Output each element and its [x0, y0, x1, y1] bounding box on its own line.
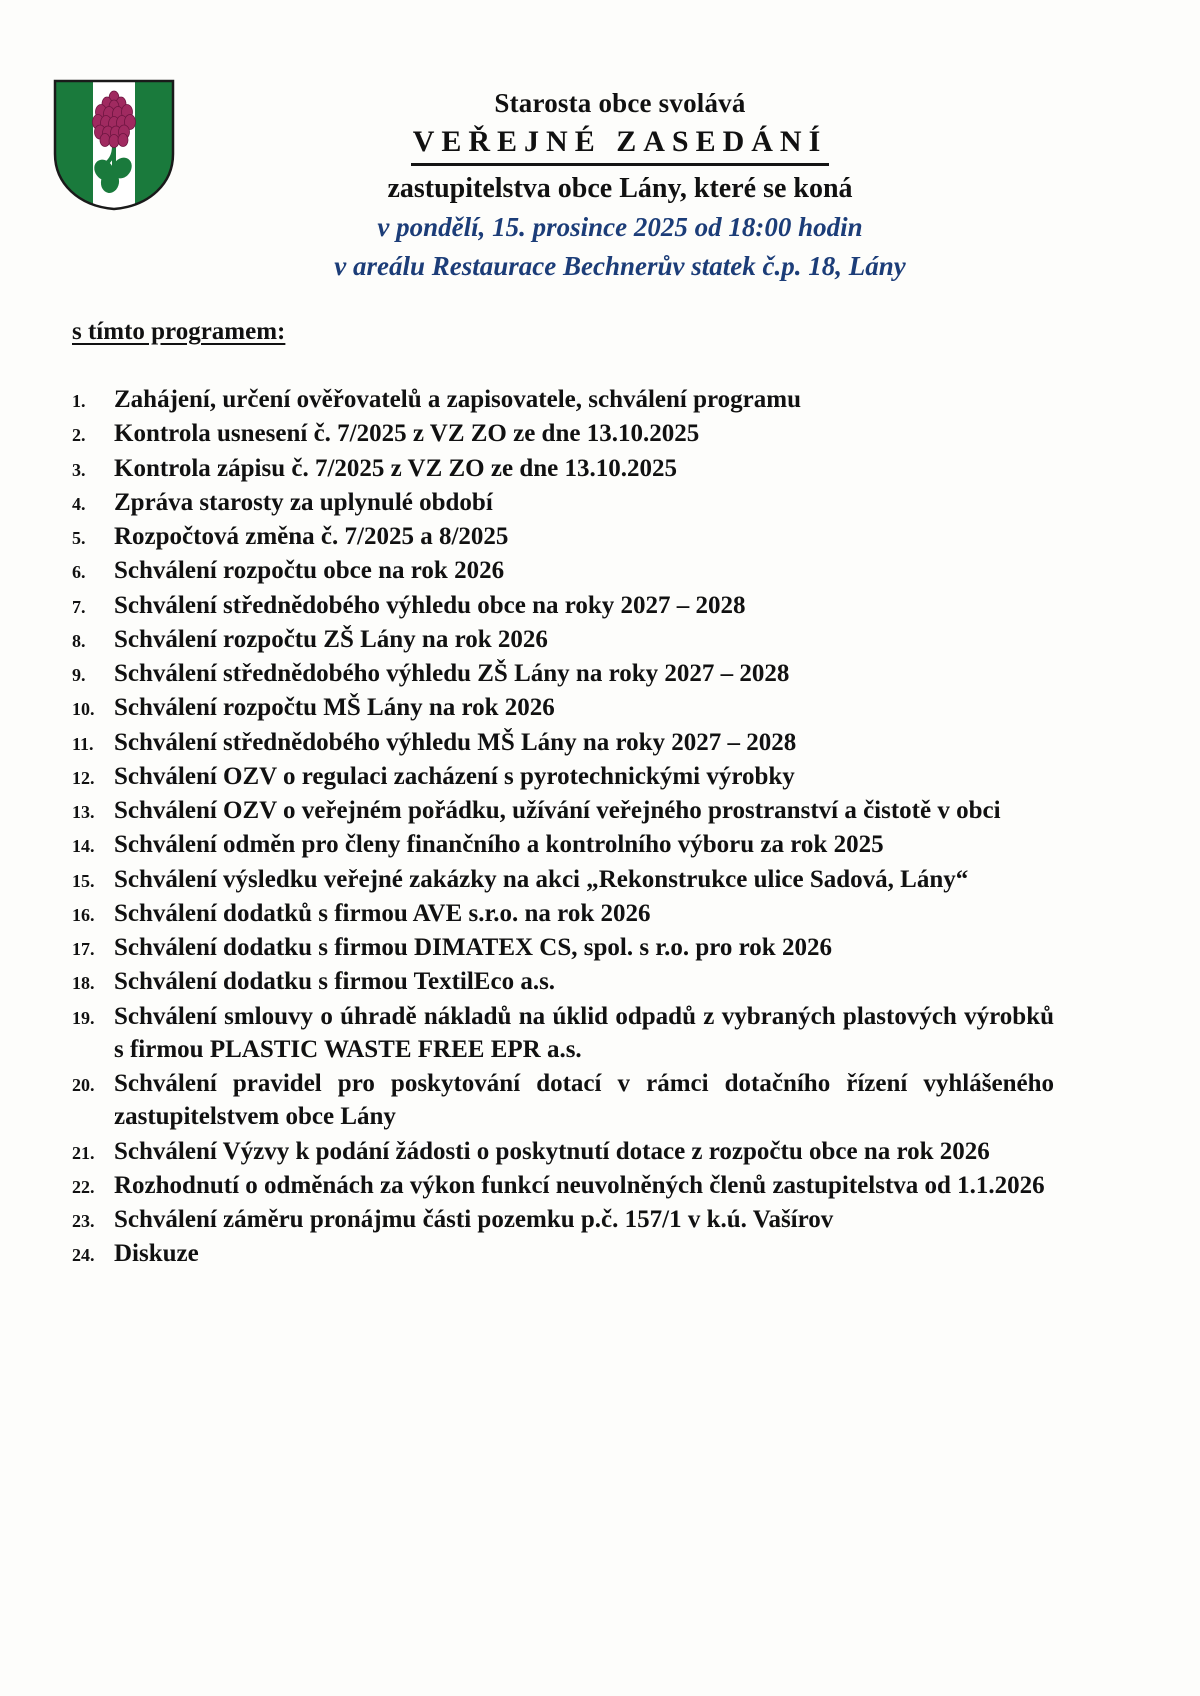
agenda-item-number: 23. [72, 1211, 95, 1231]
agenda-item-text: Schválení dodatku s firmou DIMATEX CS, spol. s r.o. pro rok 2026 [114, 934, 832, 961]
agenda-item-text: Schválení dodatku s firmou TextilEco a.s. [114, 968, 556, 996]
agenda-list [72, 383, 1054, 1272]
agenda-item-text: Schválení OZV o regulaci zacházení s pyrotechnickými výrobky [114, 762, 795, 790]
agenda-item-text: Schválení rozpočtu ZŠ Lány na rok 2026 [114, 625, 548, 653]
agenda-item-number: 13. [72, 802, 95, 822]
agenda-item-text: Kontrola zápisu č. 7/2025 z VZ ZO ze dne 13.10.2025 [114, 454, 677, 482]
agenda-item-number: 15. [72, 870, 95, 891]
agenda-item-text: Schválení výsledku veřejné zakázky na akci „Rekonstrukce ulice Sadová, Lány“ [114, 865, 969, 893]
agenda-item-number: 4. [72, 493, 86, 514]
notice-header [190, 88, 1050, 283]
agenda-item [72, 965, 1054, 998]
agenda-item-text: Kontrola usnesení č. 7/2025 z VZ ZO ze dne 13.10.2025 [114, 420, 700, 448]
agenda-item [72, 897, 1054, 930]
agenda-item-number: 8. [72, 630, 86, 651]
agenda-item-text: Rozhodnutí o odměnách za výkon funkcí neuvolněných členů zastupitelstva od 1.1.2026 [114, 1171, 1045, 1199]
agenda-item-number: 22. [72, 1176, 95, 1197]
agenda-item-number: 10. [72, 699, 95, 720]
agenda-item [72, 726, 1054, 759]
agenda-item-number: 18. [72, 973, 95, 994]
agenda-item [72, 520, 1054, 553]
agenda-item [72, 1067, 1054, 1134]
header-line-venue: v areálu Restaurace Bechnerův statek č.p. 18, Lány [334, 250, 906, 281]
agenda-item-text: Schválení střednědobého výhledu ZŠ Lány na roky 2027 – 2028 [114, 660, 790, 687]
agenda-item [72, 417, 1054, 450]
agenda-item [72, 828, 1054, 861]
agenda-item [72, 589, 1054, 622]
agenda-item [72, 554, 1054, 587]
agenda-item-text: Diskuze [114, 1240, 199, 1268]
agenda-item [72, 691, 1054, 724]
agenda-item [72, 623, 1054, 656]
agenda-item-number: 11. [72, 733, 94, 754]
agenda-item [72, 931, 1054, 964]
agenda-item-text: Rozpočtová změna č. 7/2025 a 8/2025 [114, 523, 509, 550]
coat-of-arms-icon [52, 78, 176, 212]
agenda-item [72, 486, 1054, 519]
agenda-item-text: Schválení OZV o veřejném pořádku, užívání veřejného prostranství a čistotě v obci [114, 797, 1001, 824]
agenda-item [72, 383, 1054, 416]
agenda-item-text: Schválení odměn pro členy finančního a kontrolního výboru za rok 2025 [114, 831, 884, 859]
agenda-item-number: 2. [72, 425, 86, 446]
header-line-datetime: v pondělí, 15. prosince 2025 od 18:00 hodin [377, 212, 863, 243]
agenda-item [72, 1237, 1054, 1270]
agenda-item-number: 12. [72, 767, 95, 788]
agenda-item-number: 21. [72, 1142, 95, 1163]
agenda-item-number: 16. [72, 904, 95, 925]
agenda-item [72, 1203, 1054, 1236]
agenda-item-number: 6. [72, 562, 86, 583]
agenda-item [72, 1169, 1054, 1202]
agenda-item-number: 14. [72, 836, 95, 857]
agenda-item-text: Schválení střednědobého výhledu MŠ Lány na roky 2027 – 2028 [114, 728, 797, 756]
agenda-item-text: Schválení pravidel pro poskytování dotací v rámci dotačního řízení vyhlášeného zastupitelstvem obce Lány [114, 1070, 1054, 1131]
agenda-item [72, 760, 1054, 793]
agenda-item-text: Schválení dodatků s firmou AVE s.r.o. na rok 2026 [114, 899, 651, 927]
agenda-item-number: 24. [72, 1245, 95, 1266]
agenda-item [72, 1000, 1054, 1067]
agenda-item-number: 7. [72, 596, 86, 617]
agenda-item-text: Schválení rozpočtu MŠ Lány na rok 2026 [114, 694, 555, 722]
agenda-item-text: Schválení Výzvy k podání žádosti o poskytnutí dotace z rozpočtu obce na rok 2026 [114, 1137, 990, 1165]
agenda-item-number: 5. [72, 528, 86, 548]
programme-heading: s tímto programem: [72, 318, 286, 345]
agenda-item [72, 863, 1054, 896]
agenda-item-text: Zahájení, určení ověřovatelů a zapisovatele, schválení programu [114, 386, 801, 413]
agenda-item-number: 1. [72, 391, 86, 411]
agenda-item-text: Zpráva starosty za uplynulé období [114, 488, 493, 516]
agenda-item [72, 452, 1054, 485]
agenda-item-text: Schválení smlouvy o úhradě nákladů na úklid odpadů z vybraných plastových výrobků s firmou PLASTIC WASTE FREE EPR a.s. [114, 1002, 1054, 1063]
header-line-convener: Starosta obce svolává [494, 88, 746, 118]
agenda-item [72, 1135, 1054, 1168]
agenda-item-number: 17. [72, 939, 95, 959]
agenda-item-number: 19. [72, 1007, 95, 1028]
agenda-item [72, 794, 1054, 827]
agenda-item-text: Schválení střednědobého výhledu obce na roky 2027 – 2028 [114, 591, 746, 619]
agenda-item-text: Schválení rozpočtu obce na rok 2026 [114, 557, 505, 585]
agenda-item-number: 20. [72, 1075, 95, 1095]
agenda-item-text: Schválení záměru pronájmu části pozemku p.č. 157/1 v k.ú. Vašírov [114, 1206, 834, 1233]
header-title-public-session: VEŘEJNÉ ZASEDÁNÍ [411, 122, 830, 166]
header-line-council: zastupitelstva obce Lány, které se koná [387, 172, 853, 204]
agenda-item [72, 657, 1054, 690]
agenda-item-number: 3. [72, 459, 86, 480]
agenda-item-number: 9. [72, 665, 86, 685]
